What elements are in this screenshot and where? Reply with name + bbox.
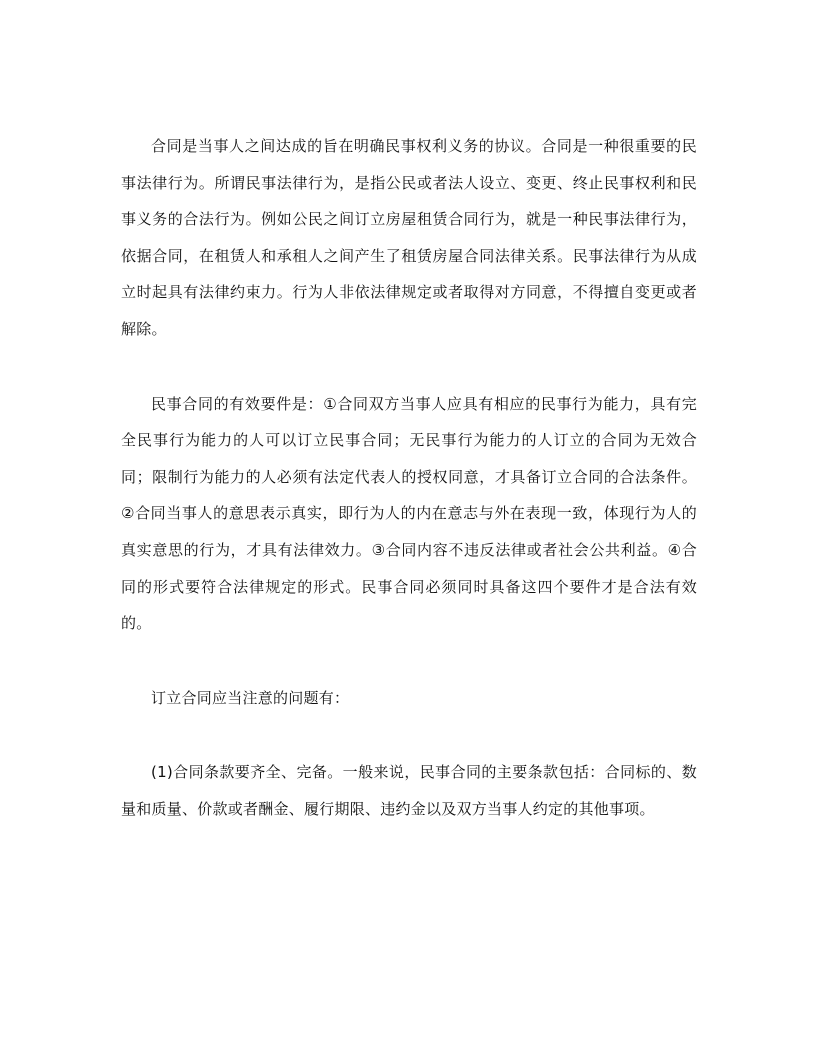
paragraph-spacer — [121, 348, 697, 386]
paragraph-validity-requirements: 民事合同的有效要件是：①合同双方当事人应具有相应的民事行为能力，具有完全民事行为能力的人可以订立民事合同；无民事行为能力的人订立的合同为无效合同；限制行为能力的人必须有法定代表人的授权同意，才具备订立合同的合法条件。②合同当事人的意思表示真实，即行为人的内在意志与外在表现一致，体现行为人的真实意思的行为，才具有法律效力。③合同内容不违反法律或者社会公共利益。④合同的形式要符合法律规定的形式。民事合同必须同时具备这四个要件才是合法有效的。 — [121, 394, 697, 633]
paragraph-spacer — [121, 642, 697, 680]
paragraph-clause-completeness: (1)合同条款要齐全、完备。一般来说，民事合同的主要条款包括：合同标的、数量和质量、价款或者酬金、履行期限、违约金以及双方当事人约定的其他事项。 — [121, 763, 697, 818]
paragraph-attention-heading: 订立合同应当注意的问题有： — [151, 688, 350, 707]
paragraph-contract-definition: 合同是当事人之间达成的旨在明确民事权利义务的协议。合同是一种很重要的民事法律行为。所谓民事法律行为，是指公民或者法人设立、变更、终止民事权利和民事义务的合法行为。例如公民之间订立房屋租赁合同行为，就是一种民事法律行为，依据合同，在租赁人和承租人之间产生了租赁房屋合同法律关系。民事法律行为从成立时起具有法律约束力。行为人非依法律规定或者取得对方同意，不得擅自变更或者解除。 — [121, 137, 697, 338]
paragraph-spacer — [121, 716, 697, 754]
document-body — [121, 128, 697, 828]
